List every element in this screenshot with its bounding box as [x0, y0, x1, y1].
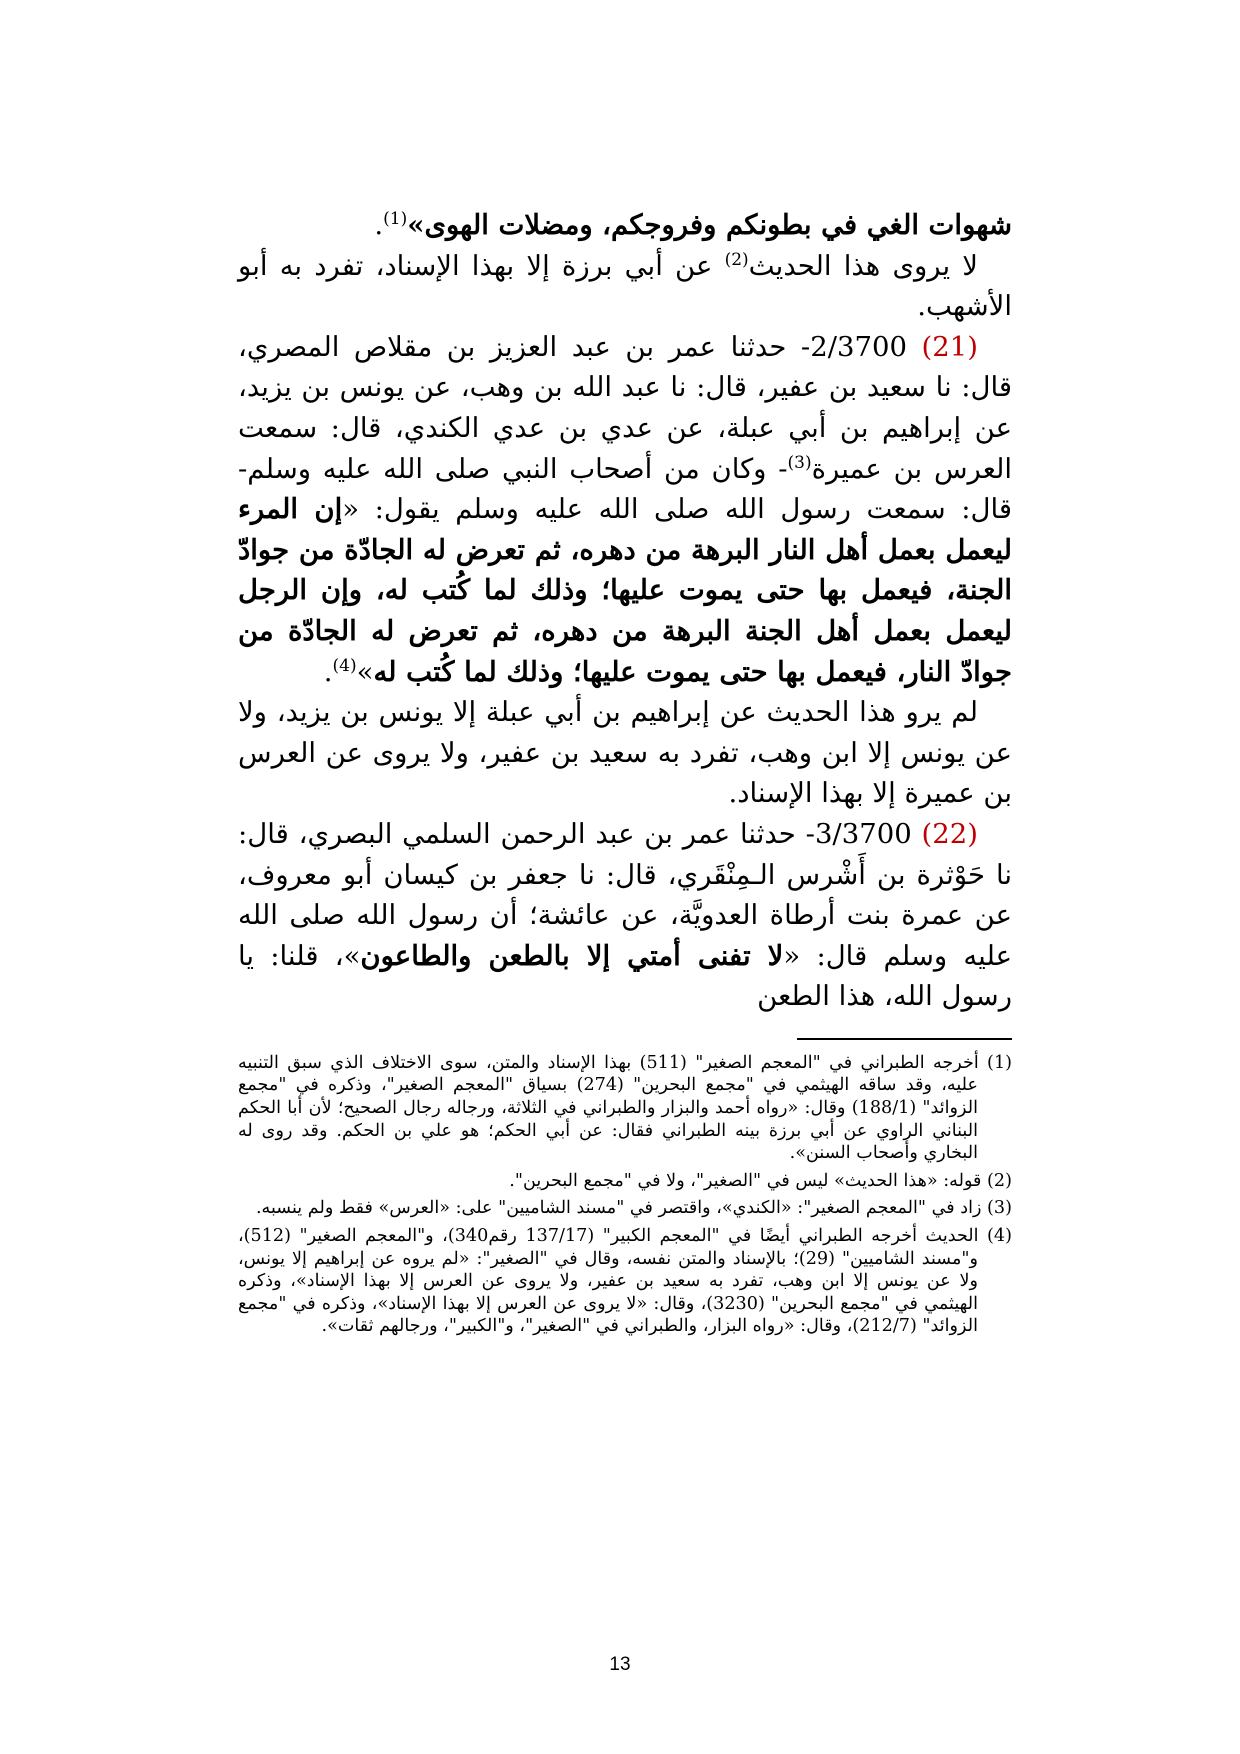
footnote-ref-2[interactable]: (2)	[724, 249, 749, 270]
page-number: 13	[609, 1654, 631, 1675]
page-content	[238, 205, 1012, 1343]
footnotes	[238, 1052, 1012, 1338]
footnote-ref-1[interactable]: (1)	[383, 208, 408, 229]
hadith-number: (21)	[921, 330, 978, 363]
paragraph-2: لا يروى هذا الحديث$^{(2)}$ عن أبي برزة إلا بهذا الإسناد، تفرد به أبو الأشهب.	[238, 249, 1012, 323]
footnote-2: (2) قوله: «هذا الحديث» ليس في "الصغير"، ولا في "مجمع البحرين".	[509, 1170, 1012, 1191]
footnote-4: (4) الحديث أخرجه الطبراني أيضًا في "المعجم الكبير" (137/17 رقم340)، و"المعجم الصغير" (512)، و"مسند الشاميين" (29)؛ بالإسناد والمتن نفسه، وقال في "الصغير": «لم يروه عن إبراهيم إلا يونس، ولا عن يونس إلا ابن وهب، تفرد به سعيد بن عفير، ولا يروى عن العرس إلا بهذا الإسناد»، وذكره الهيثمي في "مجمع البحرين" (3230)، وقال: «لا يروى عن العرس إلا بهذا الإسناد»، وذكره في "مجمع الزوائد" (212/7)، وقال: «رواه البزار، والطبراني في "الصغير"، و"الكبير"، ورجالهم ثقات».	[238, 1226, 1012, 1337]
footnote-divider	[797, 1038, 1012, 1040]
footnote-ref-4[interactable]: (4)	[332, 655, 357, 676]
paragraph-4: لم يرو هذا الحديث عن إبراهيم بن أبي عبلة إلا يونس بن يزيد، ولا عن يونس إلا ابن وهب، تفرد به سعيد بن عفير، ولا يروى عن العرس بن عميرة إلا بهذا الإسناد.	[238, 696, 1012, 810]
hadith-text: لا تفنى أمتي إلا بالطعن والطاعون	[360, 939, 784, 972]
hadith-text: إن المرء ليعمل بعمل أهل النار البرهة من دهره، ثم تعرض له الجادّة من جوادّ الجنة، فيعمل بها حتى يموت عليها؛ وذلك لما كُتب له، وإن الرجل ليعمل بعمل أهل الجنة البرهة من دهره، ثم تعرض له الجادّة من جوادّ النار، فيعمل بها حتى يموت عليها؛ وذلك لما كُتب له	[238, 493, 1012, 688]
paragraph-5: (22) 3/3700- حدثنا عمر بن عبد الرحمن السلمي البصري، قال: نا حَوْثرة بن أَشْرس الـمِنْقَري، قال: نا جعفر بن كيسان أبو معروف، عن عمرة بنت أرطاة العدويَّة، عن عائشة؛ أن رسول الله صلى الله عليه وسلم قال: «لا تفنى أمتي إلا بالطعن والطاعون»، قلنا: يا رسول الله، هذا الطعن	[238, 817, 1012, 1013]
main-text	[238, 205, 1012, 1017]
paragraph-3: (21) 2/3700- حدثنا عمر بن عبد العزيز بن مقلاص المصري، قال: نا سعيد بن عفير، قال: نا عبد الله بن وهب، عن يونس بن يزيد، عن إبراهيم بن أبي عبلة، عن عدي بن عدي الكندي، قال: سمعت العرس بن عميرة$^{(3)}$- وكان من أصحاب النبي صلى الله عليه وسلم- قال: سمعت رسول الله صلى الله عليه وسلم يقول: «إن المرء ليعمل بعمل أهل النار البرهة من دهره، ثم تعرض له الجادّة من جوادّ الجنة، فيعمل بها حتى يموت عليها؛ وذلك لما كُتب له، وإن الرجل ليعمل بعمل أهل الجنة البرهة من دهره، ثم تعرض له الجادّة من جوادّ النار، فيعمل بها حتى يموت عليها؛ وذلك لما كُتب له»$^{(4)}$.	[238, 330, 1012, 688]
footnote-ref-3[interactable]: (3)	[787, 452, 812, 473]
paragraph-1: شهوات الغي في بطونكم وفروجكم، ومضلات الهوى»$^{(1)}$.	[374, 208, 1012, 241]
footnote-3: (3) زاد في "المعجم الصغير": «الكندي»، واقتصر في "مسند الشاميين" على: «العرس» فقط ولم ينسبه.	[255, 1198, 1012, 1219]
footnote-1: (1) أخرجه الطبراني في "المعجم الصغير" (511) بهذا الإسناد والمتن، سوى الاختلاف الذي سبق التنبيه عليه، وقد ساقه الهيثمي في "مجمع البحرين" (274) بسياق "المعجم الصغير"، وذكره في "مجمع الزوائد" (188/1) وقال: «رواه أحمد والبزار والطبراني في الثلاثة، ورجاله رجال الصحيح؛ لأن أبا الحكم البناني الراوي عن أبي برزة بينه الطبراني فقال: عن أبي الحكم؛ هو علي بن الحكم. وقد روى له البخاري وأصحاب السنن».	[238, 1052, 1013, 1164]
hadith-number: (22)	[921, 817, 978, 850]
hadith-text: شهوات الغي في بطونكم وفروجكم، ومضلات الهوى»	[407, 209, 1012, 241]
